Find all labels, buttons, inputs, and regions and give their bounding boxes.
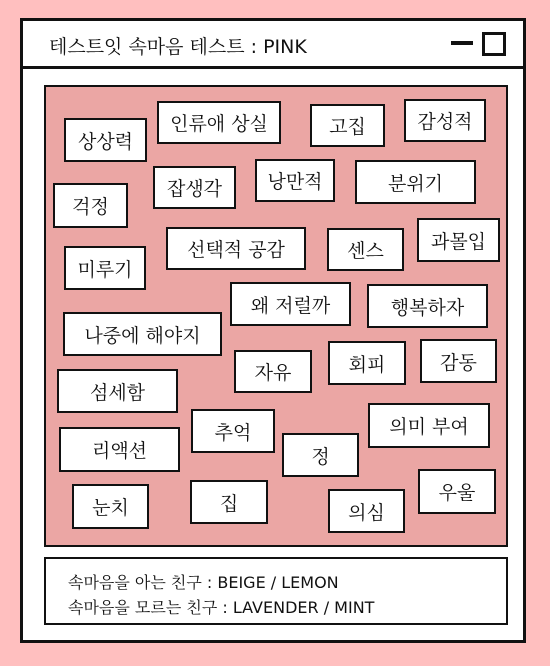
window-title: 테스트잇 속마음 테스트 : PINK	[49, 36, 307, 58]
tag-over-immersion: 과몰입	[417, 218, 500, 262]
minimize-icon[interactable]	[451, 41, 473, 45]
tag-misanthropy: 인류애 상실	[157, 101, 281, 144]
tag-romantic: 낭만적	[255, 159, 335, 202]
tag-reaction: 리액션	[59, 427, 180, 472]
tag-why-like-that: 왜 저럴까	[230, 282, 351, 326]
tag-freedom: 자유	[234, 350, 312, 393]
tag-emotional: 감성적	[404, 99, 486, 142]
tag-giving-meaning: 의미 부여	[368, 403, 490, 448]
tag-home: 집	[190, 480, 268, 524]
legend-knows: 속마음을 아는 친구 : BEIGE / LEMON	[68, 573, 339, 592]
tag-do-it-later: 나중에 해야지	[63, 312, 222, 356]
tag-be-happy: 행복하자	[367, 284, 488, 328]
tag-touched: 감동	[420, 339, 497, 383]
tag-selective-empathy: 선택적 공감	[166, 227, 306, 270]
tag-imagination: 상상력	[64, 118, 147, 162]
tag-avoidance: 회피	[328, 341, 406, 385]
keyword-board	[44, 85, 508, 547]
tag-doubt: 의심	[328, 489, 405, 533]
tag-stubbornness: 고집	[310, 104, 385, 147]
legend-unknows: 속마음을 모르는 친구 : LAVENDER / MINT	[68, 598, 375, 617]
tag-affection: 정	[282, 433, 359, 477]
maximize-icon[interactable]	[482, 32, 506, 56]
window	[20, 18, 526, 643]
tag-delicacy: 섬세함	[57, 369, 178, 413]
tag-worry: 걱정	[53, 183, 128, 228]
friend-legend	[44, 557, 508, 625]
tag-memories: 추억	[191, 409, 275, 453]
tag-sense: 센스	[327, 228, 404, 271]
title-bar	[23, 21, 523, 69]
tag-atmosphere: 분위기	[355, 160, 476, 204]
tag-procrastination: 미루기	[64, 246, 146, 290]
tag-melancholy: 우울	[418, 469, 496, 514]
tag-tact: 눈치	[72, 484, 149, 529]
tag-wandering-thoughts: 잡생각	[153, 166, 236, 209]
